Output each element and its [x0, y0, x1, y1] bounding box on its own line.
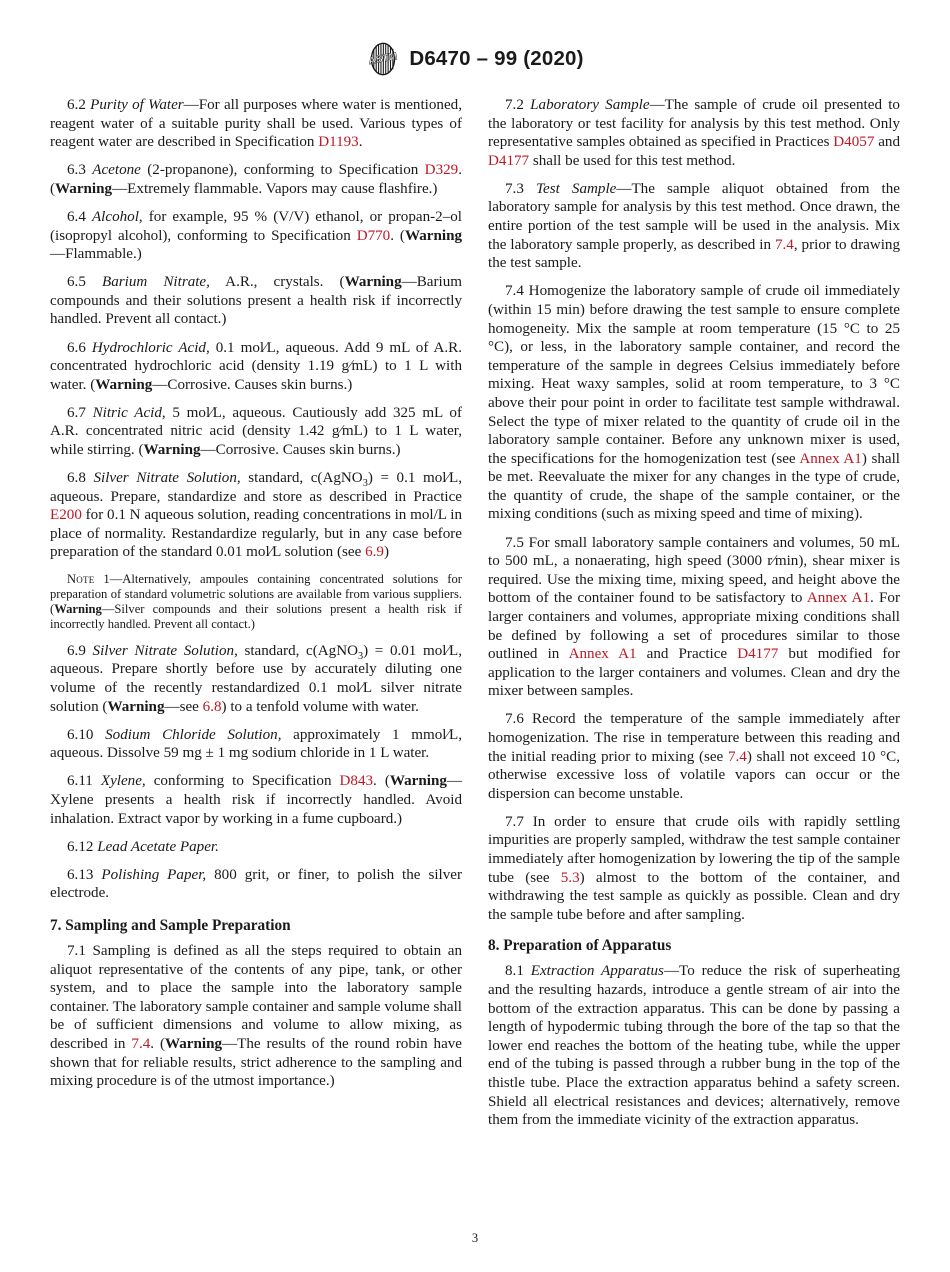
cross-reference-link[interactable]: 7.4	[774, 236, 794, 253]
clause-text-tail: .	[358, 134, 363, 151]
note-text-tail: —Silver compounds and their solutions present a health risk if incorrectly handled. Prevent all contact.)	[50, 601, 462, 632]
paragraph-6-10	[50, 726, 462, 763]
warning-label: Warning	[143, 442, 201, 458]
paragraph-7-2	[488, 96, 900, 170]
clause-text: standard, c(AgNO	[240, 470, 363, 487]
page-header	[50, 0, 900, 88]
cross-reference-link[interactable]: D1193	[318, 134, 359, 151]
clause-text-tail: —Flammable.)	[50, 246, 142, 263]
clause-number: 6.7	[67, 404, 86, 421]
clause-number: 7.2	[505, 97, 524, 113]
paragraph-6-8	[50, 469, 462, 562]
clause-text: In order to ensure that crude oils with rapidly settling impurities are properly sampled, withdraw the test sample container immediately after homogenization by lowering the tip of the sample tube (see	[488, 813, 900, 886]
clause-text-tail: shall be used for this test method.	[529, 152, 736, 169]
paragraph-6-3	[50, 161, 462, 198]
clause-number: 6.4	[67, 208, 86, 225]
clause-text-tail: ) to a tenfold volume with water.	[221, 698, 419, 715]
cross-reference-link[interactable]: Annex A1	[799, 450, 862, 467]
clause-text-tail: )	[383, 544, 389, 561]
clause-number: 7.7	[505, 813, 524, 830]
left-column	[50, 96, 462, 1139]
clause-text: —see	[164, 698, 203, 715]
clause-title: Nitric Acid,	[92, 404, 166, 421]
page-footer	[0, 1231, 950, 1246]
clause-title: Lead Acetate Paper.	[97, 838, 219, 855]
clause-text-tail: , prior to drawing the test sample.	[488, 236, 900, 272]
clause-title: Silver Nitrate Solution,	[92, 642, 238, 659]
clause-text: —The sample aliquot obtained from the laboratory sample for analysis by this test method. Once drawn, the entire portion of the test sample will be used in the analysis. Mix the laboratory sample properly, as described in	[488, 180, 900, 253]
clause-text-tail: —The results of the round robin have shown that for reliable results, strict adherence to the sampling and mixing procedure is of the utmost importance.)	[50, 1035, 463, 1090]
clause-number: 8.1	[505, 963, 524, 980]
clause-text-tail: —Barium compounds and their solutions present a health risk if incorrectly handled. Prevent all contact.)	[50, 274, 462, 328]
clause-title: Silver Nitrate Solution,	[93, 470, 241, 487]
paragraph-7-7	[488, 813, 900, 925]
note-number: 1	[94, 571, 110, 586]
clause-text-tail: —To reduce the risk of superheating and the resulting hazards, introduce a gentle stream of air into the bottom of the extraction apparatus. This can be done by passing a length of hypodermic tubing through the bore of the tap so that the lower end reaches the bottom of the heating tube, while the upper end of the tubing is passed through a rubber bung in the top of the thistle tube. Place the extraction apparatus behind a safety screen. Shield all electrical resistances and devices; alternatively, remove them from the immediate vicinity of the extraction apparatus.	[488, 963, 900, 1129]
clause-title: Alcohol,	[91, 208, 143, 225]
clause-text: . For larger containers and volumes, appropriate mixing conditions shall be defined by following a set of procedures similar to those outlined in	[488, 590, 900, 663]
subscript: 3	[358, 650, 364, 662]
clause-text: 0.1 mol∕L, aqueous. Add 9 mL of A.R. concentrated hydrochloric acid (density 1.19 g∕mL) to 1 L with water. (	[50, 339, 462, 393]
clause-text: For small laboratory sample containers and volumes, 50 mL to 500 mL, a nonaerating, high speed (3000 r∕min), shear mixer is required. Use the mixing time, mixing speed, and height above the bottom of the container found to be satisfactory to	[488, 534, 900, 607]
clause-title: Hydrochloric Acid,	[91, 339, 210, 356]
clause-number: 6.3	[67, 162, 86, 179]
paragraph-6-11	[50, 772, 462, 828]
clause-number: 7.3	[505, 180, 524, 197]
cross-reference-link[interactable]: E200	[50, 507, 82, 524]
clause-text-tail: ) shall not exceed 10 °C, otherwise excessive loss of volatile vapors can occur or the dispersion can become unstable.	[488, 748, 900, 802]
clause-title: Purity of Water	[90, 97, 184, 113]
clause-text-tail: but modified for application to the larger containers and volumes. Clean and dry the mixer between samples.	[488, 646, 901, 700]
cross-reference-link[interactable]: 7.4	[727, 748, 747, 765]
clause-text: ) = 0.01 mol∕L, aqueous. Prepare shortly before use by accurately diluting one volume of the recently restandardized 0.1 mol∕L silver nitrate solution (	[50, 642, 462, 715]
paragraph-6-12	[50, 838, 462, 857]
note-1	[50, 572, 462, 633]
clause-text-tail: —Corrosive. Causes skin burns.)	[200, 442, 401, 458]
paragraph-6-6	[50, 339, 462, 395]
two-column-body	[50, 96, 900, 1139]
clause-number: 6.8	[67, 470, 86, 487]
clause-text-tail: —Extremely flammable. Vapors may cause flashfire.)	[112, 180, 438, 197]
clause-number: 7.5	[505, 534, 524, 551]
paragraph-7-4	[488, 282, 900, 524]
clause-number: 7.6	[505, 711, 524, 728]
clause-number: 6.13	[67, 866, 94, 883]
paragraph-7-3	[488, 180, 900, 273]
clause-text-tail: approximately 1 mmol∕L, aqueous. Dissolve 59 mg ± 1 mg sodium chloride in 1 L water.	[50, 726, 462, 762]
page-title: D6470 – 99 (2020)	[409, 47, 584, 70]
clause-number: 7.4	[505, 283, 524, 300]
clause-text-tail: ) almost to the bottom of the container, and withdrawing the test sample as quickly as possible. Clean and dry the sample tube before and after sampling.	[488, 869, 900, 923]
clause-text: —For all purposes where water is mentioned, reagent water of a suitable purity shall be used. Various types of reagent water are described in Specification	[50, 97, 462, 151]
clause-title: Xylene,	[100, 773, 146, 790]
clause-title: Sodium Chloride Solution,	[105, 726, 282, 743]
paragraph-6-2	[50, 96, 462, 152]
note-text: —Alternatively, ampoules containing concentrated solutions for preparation of standard volumetric solutions are available from various suppliers. (	[50, 571, 462, 616]
clause-title: Extraction Apparatus	[530, 963, 664, 980]
clause-text: Record the temperature of the sample immediately after homogenization. The rise in temperature between this reading and the initial reading prior to mixing (see	[488, 711, 900, 765]
cross-reference-link[interactable]: D4057	[833, 134, 875, 151]
warning-label: Warning	[95, 376, 153, 393]
clause-text: for 0.1 N aqueous solution, reading concentrations in mol/L in place of normality. Restandardize regularly, but in any case before preparation of the standard 0.01 mol∕L solution (see	[50, 507, 462, 561]
clause-number: 7.1	[67, 943, 86, 959]
warning-label: Warning	[404, 227, 463, 244]
paragraph-8-1	[488, 962, 900, 1129]
clause-title: Laboratory Sample	[530, 97, 650, 113]
clause-text: conforming to Specification	[145, 773, 340, 790]
section-heading-7: 7. Sampling and Sample Preparation	[50, 917, 291, 934]
cross-reference-link[interactable]: 6.9	[365, 544, 384, 561]
cross-reference-link[interactable]: D4177	[737, 646, 779, 663]
clause-text: . (	[390, 227, 405, 244]
paragraph-6-9	[50, 642, 462, 716]
clause-text: and Practice	[636, 646, 738, 663]
clause-text: —The sample of crude oil presented to the laboratory or test facility for analysis by this test method. Only representative samples obtained as specified in Practices	[488, 97, 900, 151]
clause-text: A.R., crystals. (	[209, 274, 345, 291]
paragraph-7-6	[488, 710, 900, 803]
cross-reference-link[interactable]: 7.4	[131, 1035, 151, 1052]
right-column	[488, 96, 900, 1139]
clause-number: 6.5	[67, 274, 86, 291]
page-number: 3	[471, 1231, 479, 1245]
paragraph-6-13	[50, 866, 462, 903]
clause-text-tail: —Xylene presents a health risk if incorrectly handled. Avoid inhalation. Extract vapor by working in a fume cupboard.)	[50, 773, 462, 827]
clause-text: and	[874, 134, 900, 151]
clause-number: 6.10	[67, 726, 94, 743]
clause-text: Sampling is defined as all the steps required to obtain an aliquot representative of the contents of any pipe, tank, or other system, and to place the sample into the laboratory sample container. The laboratory sample container and sample volume shall be of sufficient dimensions and volume to allow mixing, as described in	[50, 943, 462, 1052]
clause-text: ) = 0.1 mol∕L, aqueous. Prepare, standardize and store as described in Practice	[50, 470, 462, 505]
clause-text: 5 mol∕L, aqueous. Cautiously add 325 mL of A.R. concentrated nitric acid (density 1.42 g∕mL) to 1 L water, while stirring. (	[50, 404, 463, 458]
clause-text: (2-propanone), conforming to Specification	[140, 162, 425, 179]
cross-reference-link[interactable]: D770	[356, 227, 391, 244]
clause-title: Acetone	[92, 162, 141, 179]
warning-label: Warning	[54, 601, 102, 616]
cross-reference-link[interactable]: D4177	[488, 152, 530, 169]
clause-text-tail: ) shall be met. Reevaluate the mixer for any changes in the type of crude, the quantity of crude, the shape of the sample container, or the mixing conditions (such as mixing speed and time of mixing).	[488, 450, 900, 523]
cross-reference-link[interactable]: Annex A1	[568, 646, 637, 663]
clause-number: 6.12	[67, 838, 94, 855]
clause-text: standard, c(AgNO	[237, 642, 359, 659]
cross-reference-link[interactable]: Annex A1	[806, 590, 870, 607]
paragraph-6-4	[50, 208, 462, 264]
paragraph-6-5	[50, 273, 462, 329]
section-heading-8: 8. Preparation of Apparatus	[488, 937, 672, 955]
clause-title: Polishing Paper,	[101, 866, 207, 883]
clause-text: Homogenize the laboratory sample of crude oil immediately (within 15 min) before drawing the test sample to ensure complete homogeneity. Mix the sample at room temperature (15 °C to 25 °C), or less, in the laboratory sample container, and record the temperature of the sample in degrees Celsius immediately before mixing. Heat waxy samples, solid at room temperature, to 3 °C above their pour point in order to facilitate test sample withdrawal. Select the type of mixer related to the quantity of crude oil in the laboratory sample container. Before any unknown mixer is used, the specifications for the homogenization test (see	[488, 283, 900, 467]
clause-number: 6.11	[67, 773, 93, 790]
cross-reference-link[interactable]: 5.3	[560, 869, 580, 886]
paragraph-6-7	[50, 404, 462, 460]
clause-text-tail: —Corrosive. Causes skin burns.)	[152, 376, 353, 393]
warning-label: Warning	[344, 274, 402, 291]
clause-text: . (	[373, 773, 390, 790]
clause-title: Barium Nitrate,	[101, 274, 210, 291]
note-label: Note	[67, 571, 95, 586]
clause-text: for example, 95 % (V/V) ethanol, or propan-2–ol (isopropyl alcohol), conforming to Specification	[50, 208, 462, 244]
warning-label: Warning	[389, 773, 447, 790]
clause-text: . (	[150, 1035, 165, 1052]
clause-number: 6.9	[67, 642, 86, 659]
warning-label: Warning	[107, 698, 165, 715]
clause-text-tail: 800 grit, or finer, to polish the silver electrode.	[50, 866, 462, 902]
subscript: 3	[362, 478, 368, 490]
cross-reference-link[interactable]: 6.8	[202, 698, 222, 715]
clause-number: 6.2	[67, 97, 86, 113]
clause-title: Test Sample	[536, 180, 617, 197]
paragraph-7-5	[488, 534, 900, 701]
paragraph-7-1	[50, 942, 462, 1091]
clause-text: . (	[50, 162, 462, 197]
cross-reference-link[interactable]: D843	[339, 773, 374, 790]
clause-number: 6.6	[67, 339, 86, 356]
cross-reference-link[interactable]: D329	[424, 162, 459, 179]
warning-label: Warning	[55, 180, 113, 197]
svg-text:ASTM: ASTM	[368, 51, 399, 68]
warning-label: Warning	[164, 1035, 223, 1052]
astm-logo-icon	[366, 42, 400, 76]
